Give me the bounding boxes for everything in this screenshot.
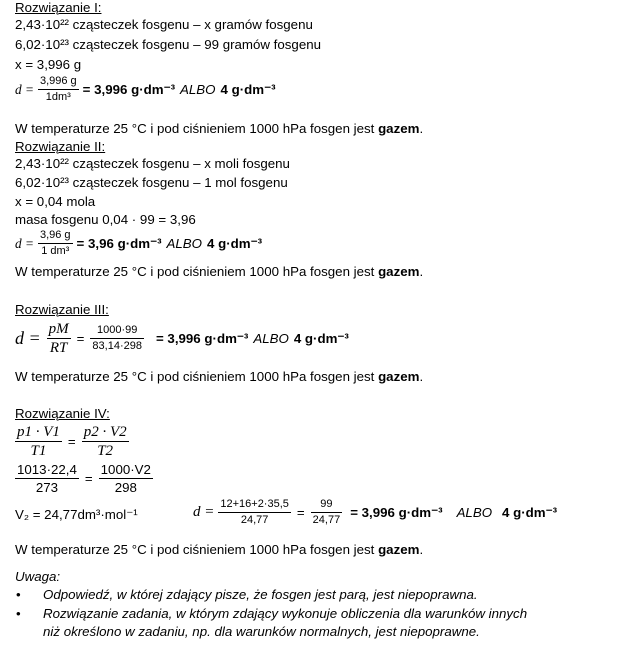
fraction-numerator: 99 — [311, 497, 343, 513]
solution-2-line-2: 6,02·10²³ cząsteczek fosgenu – 1 mol fosgenu — [15, 175, 288, 190]
solution-3-density-equation — [15, 320, 349, 357]
conclusion-bold: gazem — [378, 369, 420, 384]
fraction-numerator: pM — [48, 321, 69, 337]
fraction-numerator: 1013·22,4 — [17, 462, 77, 477]
solution-2-heading: Rozwiązanie II: — [15, 139, 106, 154]
density-result: = 3,996 g·dm⁻³ — [350, 504, 443, 520]
equals-sign: = — [76, 331, 85, 346]
density-result-alt: 4 g·dm⁻³ — [293, 330, 349, 346]
solution-2-line-4: masa fosgenu 0,04 · 99 = 3,96 — [15, 212, 196, 227]
density-result-alt: 4 g·dm⁻³ — [207, 235, 263, 251]
density-label: d = — [15, 235, 34, 251]
solution-1-line-1: 2,43·10²² cząsteczek fosgenu – x gramów fosgenu — [15, 17, 313, 32]
conclusion-period: . — [419, 542, 424, 557]
density-result: = 3,996 g·dm⁻³ — [155, 330, 249, 346]
molar-volume-result: V₂ = 24,77dm³·mol⁻¹ — [15, 507, 138, 522]
right-fraction — [82, 423, 129, 460]
bullet-1: • — [16, 587, 21, 602]
density-result: = 3,96 g·dm⁻³ — [76, 235, 162, 251]
fraction-numerator: p2 · V2 — [83, 424, 127, 440]
fraction-denominator: T1 — [30, 443, 47, 459]
albo-label: ALBO — [253, 331, 289, 346]
conclusion-bold: gazem — [378, 121, 420, 136]
fraction-denominator: 1 dm³ — [41, 245, 70, 257]
density-result: = 3,996 g·dm⁻³ — [82, 81, 176, 97]
fraction-denominator: 273 — [35, 480, 59, 495]
solution-4-gas-law-equation — [15, 423, 129, 460]
density-fraction — [38, 228, 73, 259]
solution-1-density-equation — [15, 74, 276, 105]
conclusion-text: W temperaturze 25 °C i pod ciśnieniem 1000 hPa fosgen jest — [15, 542, 379, 557]
left-numeric-fraction — [15, 461, 79, 496]
solution-2-conclusion — [15, 264, 423, 280]
solution-1-line-3: x = 3,996 g — [15, 57, 82, 72]
bullet-2: • — [16, 606, 21, 621]
molar-mass-fraction — [218, 497, 291, 528]
fraction-denominator: T2 — [97, 443, 114, 459]
solution-4-density-equation — [193, 497, 557, 528]
fraction-numerator: 1000·99 — [90, 323, 144, 339]
solution-4-heading: Rozwiązanie IV: — [15, 406, 110, 421]
numeric-fraction — [311, 497, 343, 528]
albo-label: ALBO — [166, 236, 203, 251]
solution-2-density-equation — [15, 228, 262, 259]
equals-sign: = — [67, 434, 76, 449]
albo-label: ALBO — [456, 505, 493, 520]
ideal-gas-fraction — [47, 320, 71, 357]
density-result-alt: 4 g·dm⁻³ — [220, 81, 276, 97]
fraction-numerator: 3,996 g — [38, 74, 79, 90]
solution-1-line-2: 6,02·10²³ cząsteczek fosgenu – 99 gramów fosgenu — [15, 37, 322, 52]
note-item-1: Odpowiedź, w której zdający pisze, że fosgen jest parą, jest niepoprawna. — [43, 587, 478, 602]
fraction-numerator: 12+16+2·35,5 — [218, 497, 291, 513]
equals-sign: = — [296, 505, 305, 520]
fraction-numerator: 3,96 g — [38, 228, 73, 244]
density-fraction — [38, 74, 79, 105]
albo-label: ALBO — [180, 82, 216, 97]
solution-3-conclusion — [15, 369, 423, 385]
solution-4-numeric-equation — [15, 461, 153, 496]
fraction-denominator: 298 — [114, 480, 137, 495]
conclusion-period: . — [419, 264, 424, 279]
note-heading: Uwaga: — [15, 569, 61, 584]
conclusion-bold: gazem — [378, 542, 420, 557]
numeric-fraction — [90, 323, 144, 354]
fraction-denominator: 83,14·298 — [92, 340, 142, 352]
conclusion-period: . — [419, 369, 424, 384]
conclusion-text: W temperaturze 25 °C i pod ciśnieniem 1000 hPa fosgen jest — [15, 264, 379, 279]
fraction-denominator: 24,77 — [240, 514, 269, 526]
solution-2-line-1: 2,43·10²² cząsteczek fosgenu – x moli fosgenu — [15, 156, 290, 171]
fraction-numerator: 1000·V2 — [100, 462, 151, 477]
conclusion-bold: gazem — [378, 264, 420, 279]
equals-sign: = — [84, 471, 93, 486]
density-label: d = — [193, 504, 215, 520]
fraction-denominator: 24,77 — [312, 514, 341, 526]
density-result-alt: 4 g·dm⁻³ — [502, 504, 558, 520]
density-label: d = — [15, 328, 41, 348]
fraction-denominator: 1dm³ — [45, 91, 71, 103]
solution-3-heading: Rozwiązanie III: — [15, 302, 109, 317]
note-item-2-line-1: Rozwiązanie zadania, w którym zdający wykonuje obliczenia dla warunków innych — [43, 606, 528, 621]
conclusion-text: W temperaturze 25 °C i pod ciśnieniem 1000 hPa fosgen jest — [15, 369, 379, 384]
note-item-2-line-2: niż określono w zadaniu, np. dla warunków normalnych, jest niepoprawne. — [43, 624, 480, 639]
conclusion-text: W temperaturze 25 °C i pod ciśnieniem 1000 hPa fosgen jest — [15, 121, 379, 136]
density-label: d = — [15, 81, 34, 97]
solution-1-heading: Rozwiązanie I: — [15, 0, 102, 15]
right-numeric-fraction — [99, 461, 153, 496]
left-fraction — [15, 423, 62, 460]
solution-1-conclusion — [15, 121, 423, 137]
fraction-denominator: RT — [49, 340, 68, 356]
fraction-numerator: p1 · V1 — [17, 424, 60, 440]
solution-2-line-3: x = 0,04 mola — [15, 194, 96, 209]
solution-4-conclusion — [15, 542, 423, 558]
conclusion-period: . — [419, 121, 424, 136]
